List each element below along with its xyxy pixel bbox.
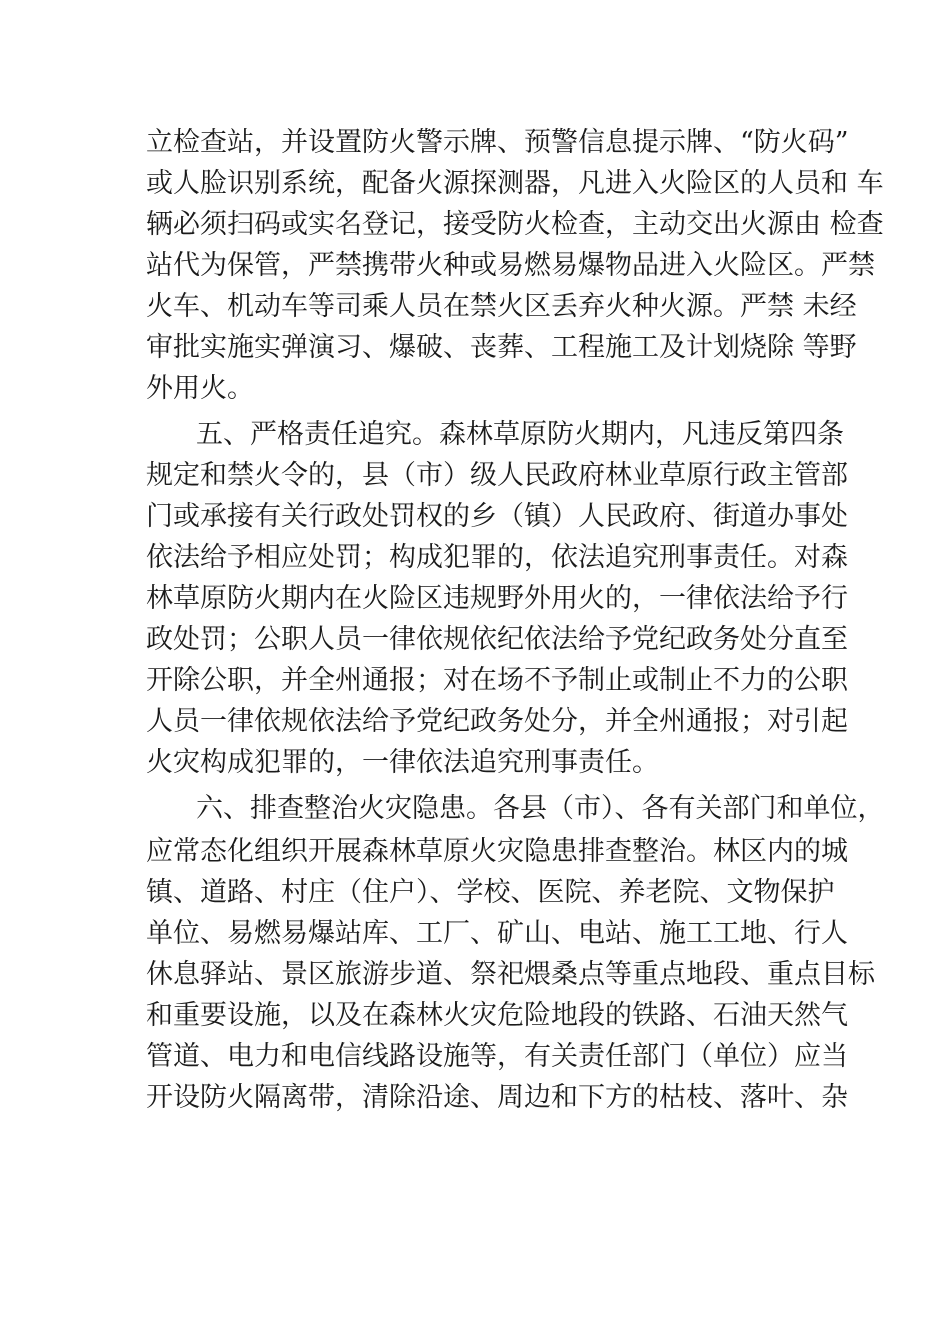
text-line: 人员一律依规依法给予党纪政务处分，并全州通报；对引起	[146, 706, 848, 737]
text-line: 应常态化组织开展森林草原火灾隐患排查整治。林区内的城	[146, 836, 848, 867]
paragraph-heading-6: 六、排查整治火灾隐患。各县（市）、各有关部门和单位，	[196, 793, 885, 824]
text-line: 休息驿站、景区旅游步道、祭祀煨桑点等重点地段、重点目标	[146, 959, 875, 990]
text-line: 规定和禁火令的，县（市）级人民政府林业草原行政主管部	[146, 460, 848, 491]
text-line: 政处罚；公职人员一律依规依纪依法给予党纪政务处分直至	[146, 624, 848, 655]
text-line: 林草原防火期内在火险区违规野外用火的，一律依法给予行	[146, 583, 848, 614]
text-line: 立检查站，并设置防火警示牌、预警信息提示牌、“防火码”	[146, 127, 849, 158]
text-line: 或人脸识别系统，配备火源探测器，凡进入火险区的人员和 车	[146, 168, 884, 199]
text-line: 外用火。	[146, 373, 254, 404]
text-line: 站代为保管，严禁携带火种或易燃易爆物品进入火险区。严禁	[146, 250, 875, 281]
text-line: 火灾构成犯罪的，一律依法追究刑事责任。	[146, 747, 659, 778]
text-line: 管道、电力和电信线路设施等，有关责任部门（单位）应当	[146, 1041, 848, 1072]
text-line: 开除公职，并全州通报；对在场不予制止或制止不力的公职	[146, 665, 848, 696]
text-line: 审批实施实弹演习、爆破、丧葬、工程施工及计划烧除 等野	[146, 332, 857, 363]
text-line: 单位、易燃易爆站库、工厂、矿山、电站、施工工地、行人	[146, 918, 848, 949]
text-line: 和重要设施，以及在森林火灾危险地段的铁路、石油天然气	[146, 1000, 848, 1031]
paragraph-heading-5: 五、严格责任追究。森林草原防火期内，凡违反第四条	[196, 419, 844, 450]
text-line: 镇、道路、村庄（住户）、学校、医院、养老院、文物保护	[146, 877, 835, 908]
text-line: 火车、机动车等司乘人员在禁火区丢弃火种火源。严禁 未经	[146, 291, 857, 322]
text-line: 辆必须扫码或实名登记，接受防火检查，主动交出火源由 检查	[146, 209, 884, 240]
text-line: 门或承接有关行政处罚权的乡（镇）人民政府、街道办事处	[146, 501, 848, 532]
text-line: 依法给予相应处罚；构成犯罪的，依法追究刑事责任。对森	[146, 542, 848, 573]
text-line: 开设防火隔离带，清除沿途、周边和下方的枯枝、落叶、杂	[146, 1082, 848, 1113]
